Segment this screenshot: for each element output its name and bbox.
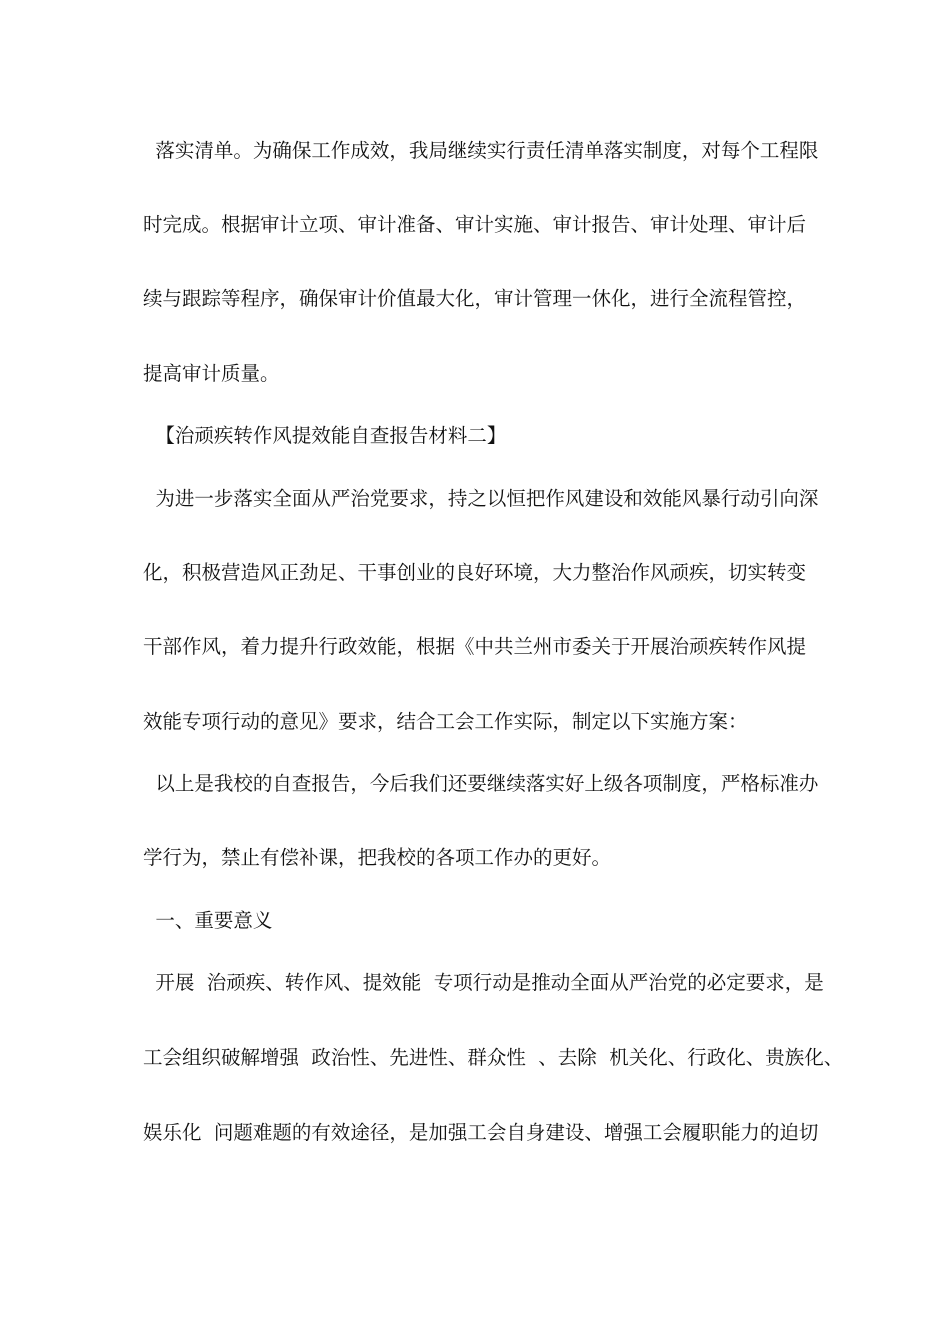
text-line: 时完成。根据审计立项、审计准备、审计实施、审计报告、审计处理、审计后: [143, 213, 807, 236]
text-line: 效能专项行动的意见》要求，结合工会工作实际，制定以下实施方案：: [143, 710, 748, 733]
text-line: 落实清单。为确保工作成效，我局继续实行责任清单落实制度，对每个工程限: [143, 139, 819, 162]
text-line: 提高审计质量。: [143, 362, 280, 385]
text-line: 续与跟踪等程序，确保审计价值最大化，审计管理一休化，进行全流程管控，: [143, 287, 807, 310]
text-line: 娱乐化 问题难题的有效途径，是加强工会自身建设、增强工会履职能力的迫切: [143, 1121, 819, 1144]
section-heading: 【治顽疾转作风提效能自查报告材料二】: [143, 424, 507, 447]
text-line: 工会组织破解增强 政治性、先进性、群众性 、去除 机关化、行政化、贵族化、: [143, 1046, 844, 1069]
text-line: 为进一步落实全面从严治党要求，持之以恒把作风建设和效能风暴行动引向深: [143, 487, 819, 510]
section-heading: 一、重要意义: [143, 909, 273, 932]
text-line: 以上是我校的自查报告，今后我们还要继续落实好上级各项制度，严格标准办: [143, 772, 819, 795]
text-line: 干部作风，着力提升行政效能，根据《中共兰州市委关于开展治顽疾转作风提: [143, 635, 807, 658]
text-line: 开展 治顽疾、转作风、提效能 专项行动是推动全面从严治党的必定要求，是: [143, 971, 824, 994]
text-line: 学行为，禁止有偿补课，把我校的各项工作办的更好。: [143, 846, 612, 869]
text-line: 化，积极营造风正劲足、干事创业的良好环境，大力整治作风顽疾，切实转变: [143, 561, 807, 584]
